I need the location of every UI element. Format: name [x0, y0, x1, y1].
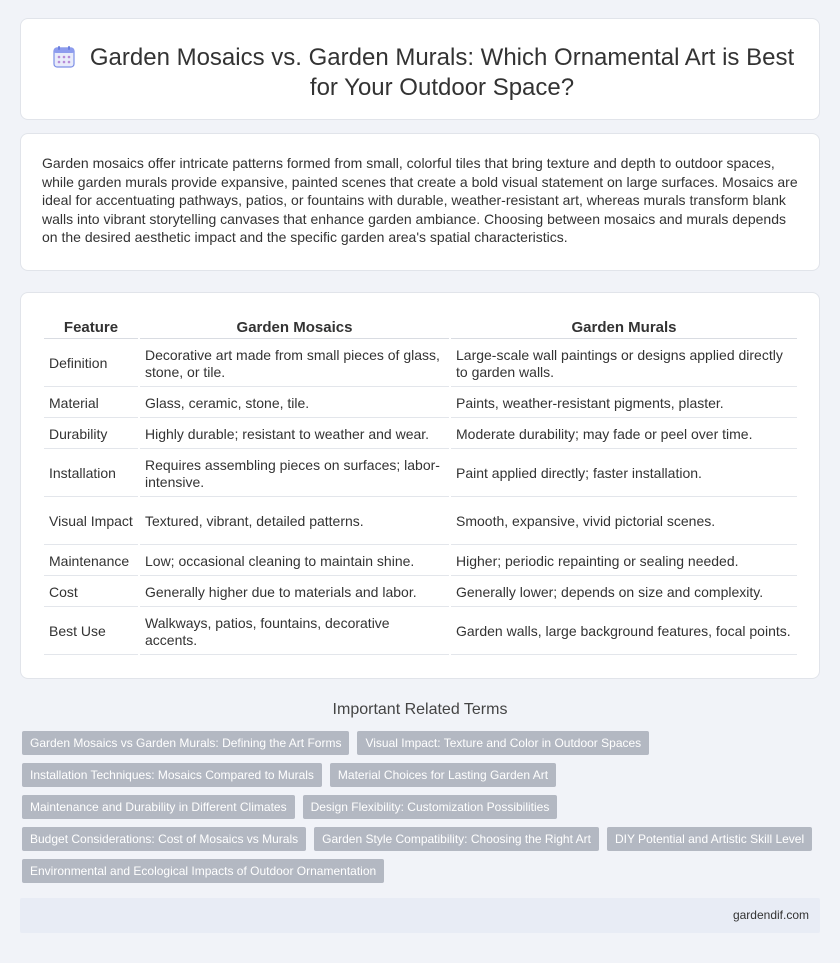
- header-card: [20, 18, 820, 120]
- tag-row: [22, 859, 822, 883]
- table-row: [44, 578, 797, 607]
- murals-cell: Paints, weather-resistant pigments, plaster.: [451, 389, 797, 418]
- column-header-feature: Feature: [44, 317, 138, 339]
- related-terms-heading: Important Related Terms: [332, 701, 508, 718]
- feature-cell: Maintenance: [44, 547, 138, 576]
- related-term-tag[interactable]: Garden Style Compatibility: Choosing the Right Art: [314, 827, 599, 851]
- comparison-table-card: [20, 292, 820, 679]
- column-header-garden-mosaics: Garden Mosaics: [140, 317, 449, 339]
- calendar-icon: [51, 44, 77, 70]
- murals-cell: Generally lower; depends on size and complexity.: [451, 578, 797, 607]
- mosaics-cell: Textured, vibrant, detailed patterns.: [140, 499, 449, 545]
- page-title: Garden Mosaics vs. Garden Murals: Which Ornamental Art is Best for Your Outdoor Space?: [89, 44, 795, 101]
- murals-cell: Garden walls, large background features, focal points.: [451, 609, 797, 655]
- intro-paragraph: Garden mosaics offer intricate patterns formed from small, colorful tiles that bring texture and depth to outdoor spaces, while garden murals provide expansive, painted scenes that create a bold visual statement on large surfaces. Mosaics are ideal for accentuating pathways, patios, or fountains with durable, weather-resistant art, whereas murals transform blank walls into vibrant storytelling canvases that enhance garden ambiance. Choosing between mosaics and murals depends on the desired aesthetic impact and the specific garden area's spatial characteristics.: [42, 155, 798, 245]
- feature-cell: Definition: [44, 341, 138, 387]
- mosaics-cell: Requires assembling pieces on surfaces; labor-intensive.: [140, 451, 449, 497]
- tag-row: [22, 795, 822, 819]
- table-row: [44, 499, 797, 545]
- comparison-table: [42, 315, 799, 657]
- murals-cell: Large-scale wall paintings or designs applied directly to garden walls.: [451, 341, 797, 387]
- mosaics-cell: Decorative art made from small pieces of glass, stone, or tile.: [140, 341, 449, 387]
- related-terms-list: [22, 731, 822, 891]
- table-row: [44, 547, 797, 576]
- mosaics-cell: Glass, ceramic, stone, tile.: [140, 389, 449, 418]
- table-row: [44, 609, 797, 655]
- mosaics-cell: Highly durable; resistant to weather and wear.: [140, 420, 449, 449]
- related-term-tag[interactable]: Installation Techniques: Mosaics Compared to Murals: [22, 763, 322, 787]
- column-header-garden-murals: Garden Murals: [451, 317, 797, 339]
- table-row: [44, 341, 797, 387]
- table-header-row: [44, 317, 797, 339]
- related-term-tag[interactable]: Maintenance and Durability in Different Climates: [22, 795, 295, 819]
- murals-cell: Moderate durability; may fade or peel over time.: [451, 420, 797, 449]
- intro-card: [20, 133, 820, 271]
- related-term-tag[interactable]: DIY Potential and Artistic Skill Level: [607, 827, 812, 851]
- related-term-tag[interactable]: Material Choices for Lasting Garden Art: [330, 763, 556, 787]
- table-row: [44, 451, 797, 497]
- feature-cell: Durability: [44, 420, 138, 449]
- feature-cell: Material: [44, 389, 138, 418]
- table-row: [44, 420, 797, 449]
- related-term-tag[interactable]: Budget Considerations: Cost of Mosaics vs Murals: [22, 827, 306, 851]
- footer-site-link[interactable]: gardendif.com: [732, 908, 809, 922]
- feature-cell: Cost: [44, 578, 138, 607]
- related-term-tag[interactable]: Visual Impact: Texture and Color in Outdoor Spaces: [357, 731, 649, 755]
- related-term-tag[interactable]: Design Flexibility: Customization Possibilities: [303, 795, 558, 819]
- murals-cell: Higher; periodic repainting or sealing needed.: [451, 547, 797, 576]
- tag-row: [22, 731, 822, 755]
- mosaics-cell: Low; occasional cleaning to maintain shine.: [140, 547, 449, 576]
- tag-row: [22, 763, 822, 787]
- feature-cell: Best Use: [44, 609, 138, 655]
- murals-cell: Paint applied directly; faster installation.: [451, 451, 797, 497]
- mosaics-cell: Walkways, patios, fountains, decorative accents.: [140, 609, 449, 655]
- related-term-tag[interactable]: Garden Mosaics vs Garden Murals: Defining the Art Forms: [22, 731, 349, 755]
- table-row: [44, 389, 797, 418]
- tag-row: [22, 827, 822, 851]
- footer: [20, 898, 820, 933]
- related-term-tag[interactable]: Environmental and Ecological Impacts of Outdoor Ornamentation: [22, 859, 384, 883]
- feature-cell: Visual Impact: [44, 499, 138, 545]
- murals-cell: Smooth, expansive, vivid pictorial scenes.: [451, 499, 797, 545]
- mosaics-cell: Generally higher due to materials and labor.: [140, 578, 449, 607]
- feature-cell: Installation: [44, 451, 138, 497]
